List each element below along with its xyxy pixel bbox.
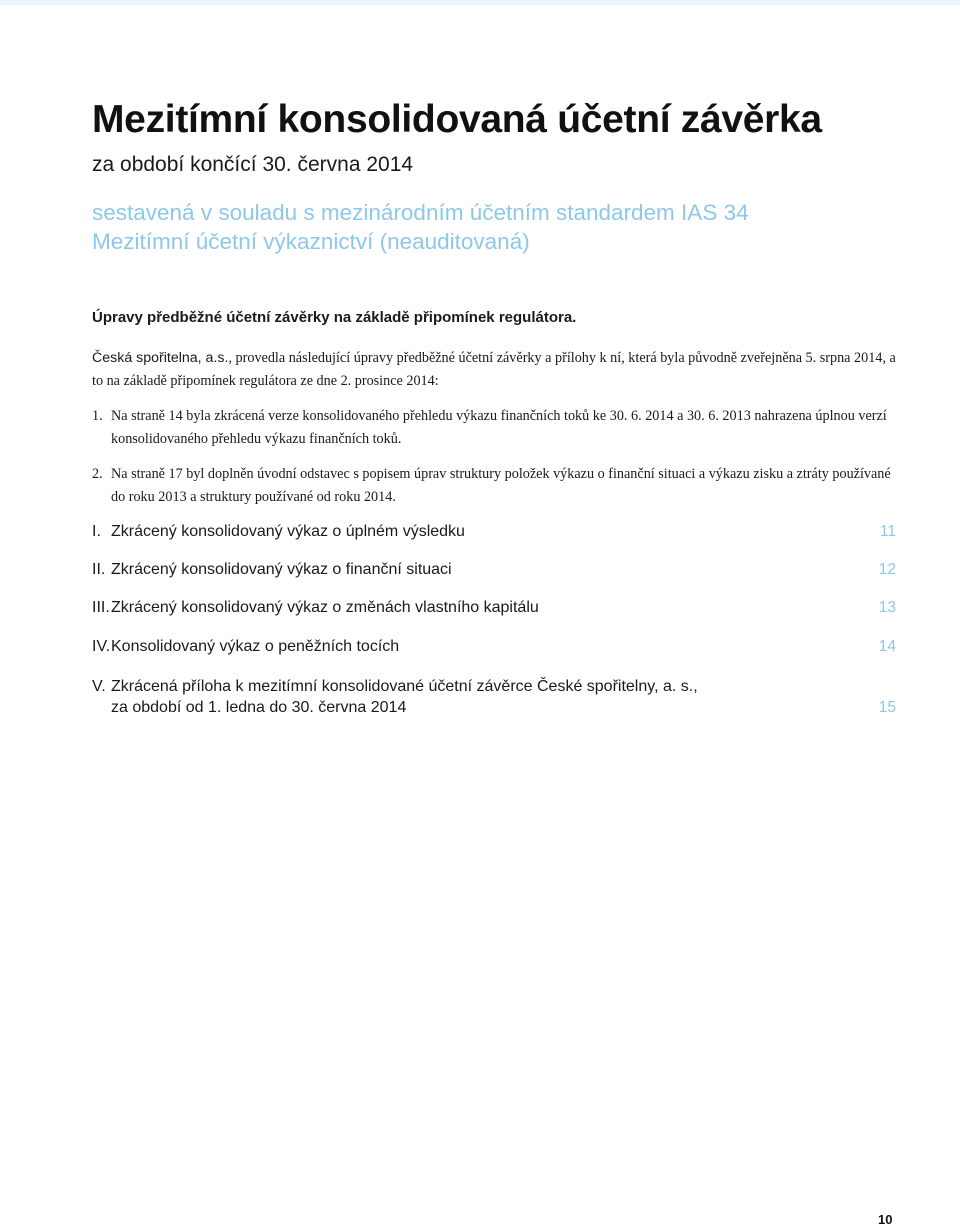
toc-page-number: 12 — [878, 561, 896, 578]
toc-label: Konsolidovaný výkaz o peněžních tocích — [111, 638, 400, 655]
intro-text: , provedla následující úpravy předběžné účetní závěrky a přílohy k ní, která byla původně zveřejněna 5. srpna 2014, a to na základě připomínek regulátora ze dne 2. prosince 2014: — [92, 350, 896, 389]
toc-page-number: 14 — [878, 638, 896, 655]
toc-label-continuation: za období od 1. ledna do 30. června 2014 — [111, 699, 407, 716]
toc-label: Zkrácený konsolidovaný výkaz o úplném výsledku — [111, 523, 465, 540]
page-number: 10 — [878, 1212, 893, 1227]
toc-roman-numeral: IV. — [92, 638, 111, 655]
compliance-line-2: Mezitímní účetní výkaznictví (neauditovaná) — [92, 229, 530, 254]
section-heading: Úpravy předběžné účetní závěrky na základě připomínek regulátora. — [92, 309, 577, 326]
period-subtitle: za období končící 30. června 2014 — [92, 153, 414, 176]
toc-label: Zkrácená příloha k mezitímní konsolidované účetní závěrce České spořitelny, a. s., — [111, 678, 698, 695]
toc-page-number: 15 — [878, 699, 896, 716]
toc-entry[interactable] — [92, 676, 896, 722]
page-title: Mezitímní konsolidovaná účetní závěrka — [92, 98, 822, 141]
toc-label: Zkrácený konsolidovaný výkaz o změnách vlastního kapitálu — [111, 599, 539, 616]
toc-page-number: 13 — [878, 599, 896, 616]
toc-roman-numeral: V. — [92, 678, 106, 695]
note-text: Na straně 17 byl doplněn úvodní odstavec s popisem úprav struktury položek výkazu o finanční situaci a výkazu zisku a ztráty používané do roku 2013 a struktury používané od roku 2014. — [111, 466, 891, 505]
note-item — [92, 463, 907, 509]
note-text: Na straně 14 byla zkrácená verze konsolidovaného přehledu výkazu finančních toků ke 30. 6. 2014 a 30. 6. 2013 nahrazena úplnou verzí konsolidovaného přehledu výkazu finančních toků. — [111, 408, 887, 447]
toc-roman-numeral: II. — [92, 561, 106, 578]
toc-roman-numeral: III. — [92, 599, 110, 616]
intro-paragraph — [92, 347, 907, 393]
note-number: 1. — [92, 408, 103, 424]
top-accent-bar — [0, 0, 960, 5]
compliance-line-1: sestavená v souladu s mezinárodním účetním standardem IAS 34 — [92, 200, 749, 225]
toc-roman-numeral: I. — [92, 523, 101, 540]
note-number: 2. — [92, 466, 103, 482]
toc-label: Zkrácený konsolidovaný výkaz o finanční situaci — [111, 561, 452, 578]
toc-page-number: 11 — [879, 523, 896, 540]
note-item — [92, 405, 907, 451]
intro-company-name: Česká spořitelna, a.s. — [92, 350, 229, 366]
